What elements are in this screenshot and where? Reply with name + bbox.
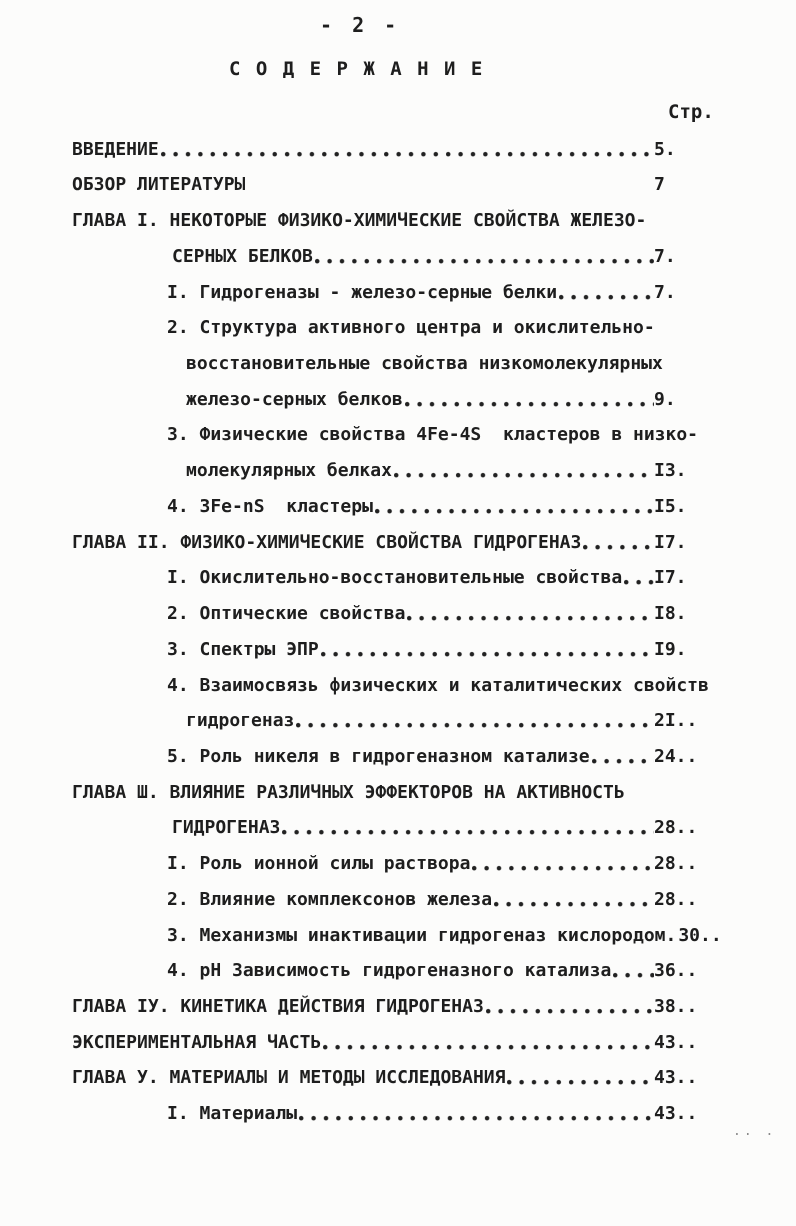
toc-entry-text: I. Гидрогеназы - железо-серные белки: [167, 281, 558, 303]
toc-entry-page: 9.: [654, 388, 676, 410]
dot-leader: [375, 506, 654, 516]
dot-leader: [583, 542, 654, 552]
toc-entry-page: I8.: [654, 603, 687, 625]
toc-entry: [0, 450, 796, 486]
toc-entry-page: I9.: [654, 638, 687, 660]
toc-entry: [0, 272, 796, 308]
toc-entry-text: 3. Физические свойства 4Fe-4S кластеров в низко-: [167, 424, 699, 446]
toc-entry-page: 7.: [654, 281, 676, 303]
dot-leader: [472, 863, 654, 873]
toc-entry: [0, 236, 796, 272]
toc-entry: [0, 915, 796, 951]
toc-entry-text: I. Роль ионной силы раствора: [167, 853, 471, 875]
toc-entry-text: ВВЕДЕНИЕ: [72, 138, 159, 160]
dot-leader: [507, 1077, 654, 1087]
toc-entry-text: ГЛАВА IУ. КИНЕТИКА ДЕЙСТВИЯ ГИДРОГЕНАЗ: [72, 995, 484, 1017]
toc-entry-text: 2. Структура активного центра и окислительно-: [167, 317, 655, 339]
toc-entry: [0, 486, 796, 522]
toc-entry: [0, 1058, 796, 1094]
page-title: С О Д Е Р Ж А Н И Е: [229, 58, 485, 80]
toc-entry: [0, 701, 796, 737]
dot-leader: [282, 827, 654, 837]
dot-leader: [161, 149, 654, 159]
toc-entry-text: I. Окислительно-восстановительные свойства: [167, 567, 623, 589]
toc-entry: [0, 808, 796, 844]
toc-entry-page: 5.: [654, 138, 676, 160]
toc-entry: [0, 415, 796, 451]
toc-entry: [0, 1022, 796, 1058]
toc-entry: [0, 1093, 796, 1129]
toc-entry: [0, 593, 796, 629]
toc-entry: [0, 951, 796, 987]
toc-entry-page: I5.: [654, 495, 687, 517]
toc-entry-page: 24..: [654, 745, 698, 767]
toc-entry-page: 30..: [678, 924, 722, 946]
toc-entry-text: I. Материалы: [167, 1103, 298, 1125]
toc-entry-page: 38..: [654, 995, 698, 1017]
dot-leader: [247, 184, 654, 194]
toc-entry-text: железо-серных белков: [186, 388, 403, 410]
dot-leader: [321, 649, 654, 659]
page-column-header: Стр.: [668, 101, 714, 123]
toc-entry-text: ГЛАВА У. МАТЕРИАЛЫ И МЕТОДЫ ИССЛЕДОВАНИЯ: [72, 1067, 506, 1089]
toc-entry-page: 28..: [654, 817, 698, 839]
toc-entry: [0, 165, 796, 201]
toc-entry: [0, 629, 796, 665]
toc-entry: [0, 986, 796, 1022]
toc-entry-page: 28..: [654, 853, 698, 875]
dot-leader: [624, 577, 654, 587]
toc-entry-text: 2. Влияние комплексонов железа: [167, 888, 493, 910]
toc-entry-text: 4. Взаимосвязь физических и каталитических свойств: [167, 674, 709, 696]
toc-entry-page: 43..: [654, 1067, 698, 1089]
dot-leader: [559, 292, 654, 302]
toc-entry-text: ЭКСПЕРИМЕНТАЛЬНАЯ ЧАСТЬ: [72, 1031, 322, 1053]
page-number-header: - 2 -: [320, 13, 401, 37]
dot-leader: [592, 756, 654, 766]
toc-entry: [0, 379, 796, 415]
toc-entry-text: ГИДРОГЕНАЗ: [172, 817, 281, 839]
dot-leader: [323, 1042, 654, 1052]
toc-entry-text: 4. pH Зависимость гидрогеназного катализа: [167, 960, 612, 982]
toc-entry-text: 2. Оптические свойства: [167, 603, 406, 625]
toc-entry: [0, 343, 796, 379]
toc-entry-page: 7.: [654, 245, 676, 267]
toc-entry: [0, 308, 796, 344]
toc-entry: [0, 736, 796, 772]
dot-leader: [494, 899, 654, 909]
dot-leader: [296, 720, 654, 730]
toc-entry-text: СЕРНЫХ БЕЛКОВ: [172, 245, 313, 267]
table-of-contents: [0, 129, 796, 1129]
toc-entry-text: 3. Спектры ЭПР: [167, 638, 319, 660]
dot-leader: [407, 613, 654, 623]
toc-entry-text: 3. Механизмы инактивации гидрогеназ кислородом.: [167, 924, 677, 946]
dot-leader: [394, 470, 654, 480]
toc-entry-page: I7.: [654, 567, 687, 589]
toc-entry-text: 4. 3Fe-nS кластеры: [167, 495, 373, 517]
toc-entry: [0, 522, 796, 558]
toc-entry-page: 43..: [654, 1031, 698, 1053]
toc-entry-page: I3.: [654, 460, 687, 482]
toc-entry: [0, 665, 796, 701]
toc-entry-page: 36..: [654, 960, 698, 982]
dot-leader: [405, 399, 654, 409]
toc-entry-text: ОБЗОР ЛИТЕРАТУРЫ: [72, 174, 246, 196]
dot-leader: [613, 970, 654, 980]
toc-entry: [0, 843, 796, 879]
scan-artifact-marks: .. .: [733, 1124, 777, 1139]
toc-entry-page: 7: [654, 174, 665, 196]
toc-entry-text: молекулярных белках: [186, 460, 392, 482]
toc-entry-page: I7.: [654, 531, 687, 553]
toc-entry: [0, 772, 796, 808]
toc-entry: [0, 879, 796, 915]
toc-entry-page: 43..: [654, 1103, 698, 1125]
toc-entry: [0, 200, 796, 236]
toc-entry: [0, 558, 796, 594]
toc-entry-text: гидрогеназ: [186, 710, 295, 732]
toc-entry-text: 5. Роль никеля в гидрогеназном катализе: [167, 745, 590, 767]
toc-entry-text: ГЛАВА Ш. ВЛИЯНИЕ РАЗЛИЧНЫХ ЭФФЕКТОРОВ НА АКТИВНОСТЬ: [72, 781, 625, 803]
toc-entry-text: ГЛАВА II. ФИЗИКО-ХИМИЧЕСКИЕ СВОЙСТВА ГИДРОГЕНАЗ: [72, 531, 582, 553]
dot-leader: [299, 1113, 654, 1123]
dot-leader: [486, 1006, 654, 1016]
toc-entry-page: 28..: [654, 888, 698, 910]
toc-entry-text: ГЛАВА I. НЕКОТОРЫЕ ФИЗИКО-ХИМИЧЕСКИЕ СВОЙСТВА ЖЕЛЕЗО-: [72, 210, 647, 232]
toc-entry-page: 2I..: [654, 710, 698, 732]
toc-entry: [0, 129, 796, 165]
dot-leader: [315, 256, 654, 266]
toc-entry-text: восстановительные свойства низкомолекулярных: [186, 353, 663, 375]
